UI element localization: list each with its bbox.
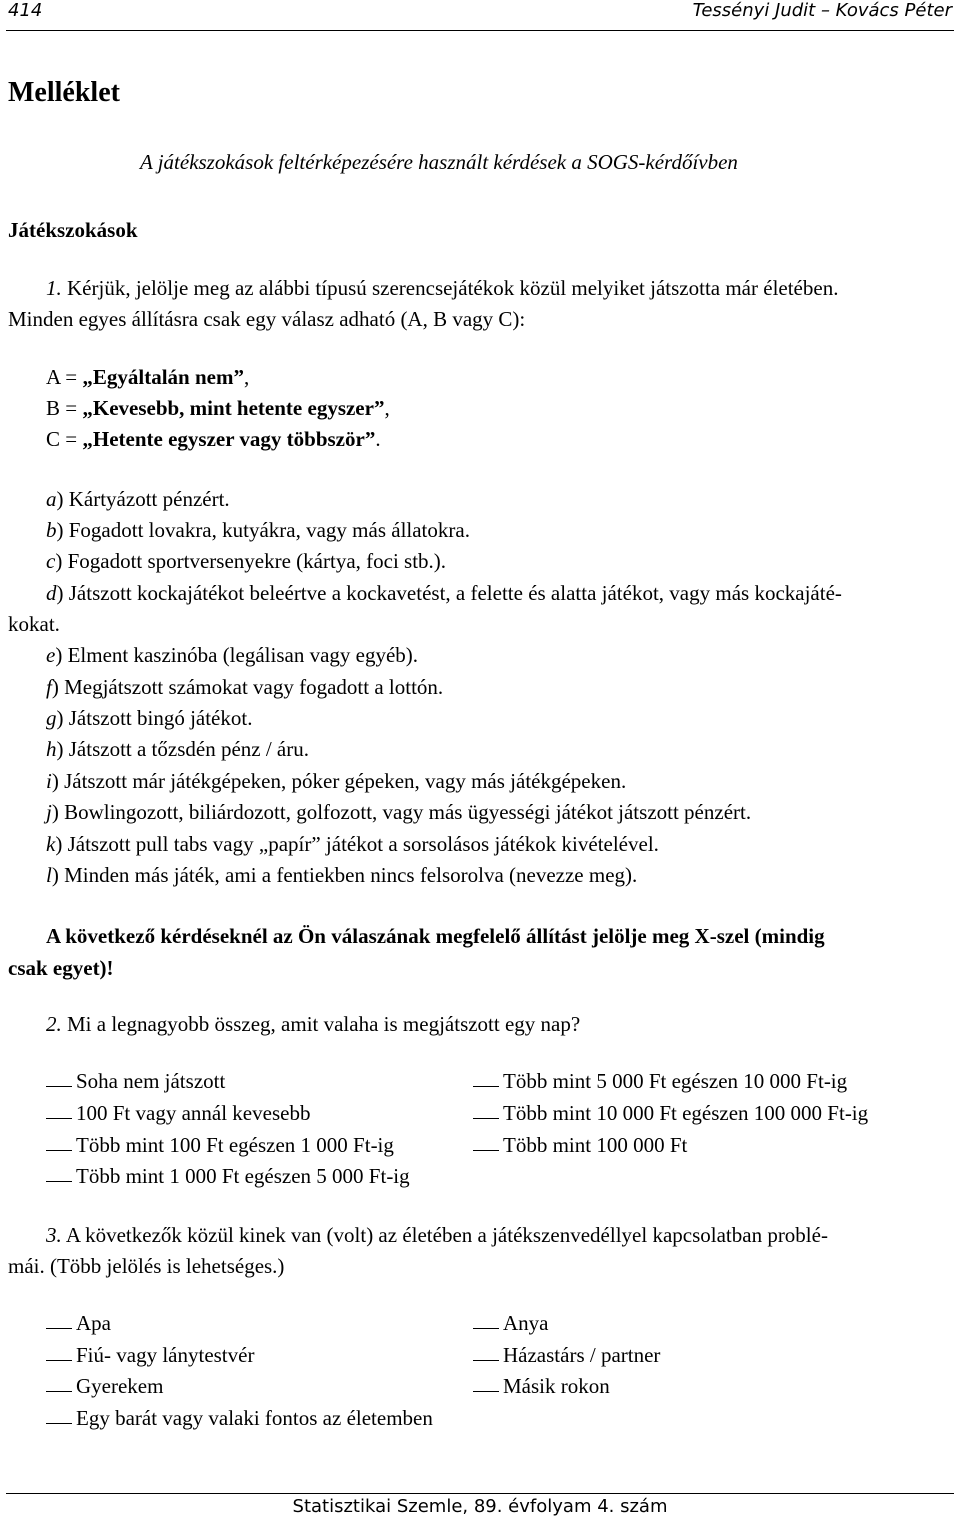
page-number: 414 [8,0,43,21]
answer-blank[interactable] [46,1136,72,1151]
list-item: c) Fogadott sportversenyekre (kártya, foci stb.). [46,549,447,573]
checkbox-option[interactable]: Több mint 5 000 Ft egészen 10 000 Ft-ig [473,1069,847,1094]
question-3: 3. A következők közül kinek van (volt) az életében a játékszenvedéllyel kapcsolatban problé- mái. (Több jelölés is lehetséges.) [8,1223,828,1278]
checkbox-option[interactable]: Több mint 10 000 Ft egészen 100 000 Ft-ig [473,1101,868,1126]
header-rule [6,30,954,31]
checkbox-option[interactable]: Több mint 100 000 Ft [473,1133,687,1158]
page-title: Melléklet [8,77,120,108]
checkbox-option[interactable]: Soha nem játszott [46,1069,225,1094]
question-1-text-line1: Kérjük, jelölje meg az alábbi típusú szerencsejátékok közül melyiket játszotta már életében. [67,276,839,300]
answer-blank[interactable] [473,1346,499,1361]
question-1 [8,273,954,335]
list-item: i) Játszott már játékgépeken, póker gépeken, vagy más játékgépeken. [46,769,627,793]
answer-blank[interactable] [473,1314,499,1329]
answer-blank[interactable] [46,1072,72,1087]
answer-blank[interactable] [473,1104,499,1119]
answer-blank[interactable] [473,1072,499,1087]
answer-blank[interactable] [46,1409,72,1424]
checkbox-option[interactable]: Anya [473,1311,549,1336]
list-item: k) Játszott pull tabs vagy „papír” játékot a sorsolásos játékok kivételével. [46,832,659,856]
list-item: a) Kártyázott pénzért. [46,487,230,511]
checkbox-option[interactable]: Több mint 100 Ft egészen 1 000 Ft-ig [46,1133,394,1158]
list-item: e) Elment kaszinóba (legálisan vagy egyéb). [46,643,419,667]
scale-c: C = „Hetente egyszer vagy többször”. [46,427,381,451]
answer-blank[interactable] [46,1314,72,1329]
section-heading: Játékszokások [8,218,138,242]
question-1-number: 1. [46,276,62,300]
answer-blank[interactable] [46,1346,72,1361]
checkbox-option[interactable]: Több mint 1 000 Ft egészen 5 000 Ft-ig [46,1164,410,1189]
answer-blank[interactable] [46,1167,72,1182]
checkbox-option[interactable]: 100 Ft vagy annál kevesebb [46,1101,310,1126]
checkbox-option[interactable]: Apa [46,1311,111,1336]
list-item: j) Bowlingozott, biliárdozott, golfozott, vagy más ügyességi játékot játszott pénzért. [46,800,752,824]
list-item: f) Megjátszott számokat vagy fogadott a lottón. [46,675,444,699]
answer-blank[interactable] [473,1377,499,1392]
answer-blank[interactable] [46,1104,72,1119]
list-item: h) Játszott a tőzsdén pénz / áru. [46,737,309,761]
checkbox-option[interactable]: Házastárs / partner [473,1343,660,1368]
list-item: g) Játszott bingó játékot. [46,706,253,730]
list-item: d) Játszott kockajátékot beleértve a kockavetést, a felette és alatta játékot, vagy más kockajáté- [46,581,842,605]
question-1-text-line2: Minden egyes állításra csak egy válasz adható (A, B vagy C): [8,307,526,331]
checkbox-option[interactable]: Fiú- vagy lánytestvér [46,1343,254,1368]
checkbox-option[interactable]: Gyerekem [46,1374,163,1399]
subtitle: A játékszokások feltérképezésére használt kérdések a SOGS-kérdőívben [140,150,738,174]
answer-blank[interactable] [46,1377,72,1392]
footer-rule [6,1493,954,1494]
list-item-continuation: kokat. [8,612,60,636]
checkbox-option[interactable]: Egy barát vagy valaki fontos az életemben [46,1406,433,1431]
question-2: 2. Mi a legnagyobb összeg, amit valaha is megjátszott egy nap? [46,1012,581,1036]
checkbox-option[interactable]: Másik rokon [473,1374,610,1399]
instruction: A következő kérdéseknél az Ön válaszának megfelelő állítást jelölje meg X-szel (mindig csak egyet)! [8,924,825,980]
list-item: b) Fogadott lovakra, kutyákra, vagy más állatokra. [46,518,470,542]
scale-a: A = „Egyáltalán nem”, [46,365,250,389]
running-header-authors: Tessényi Judit – Kovács Péter [692,0,952,21]
list-item: l) Minden más játék, ami a fentiekben nincs felsorolva (nevezze meg). [46,863,638,887]
scale-b: B = „Kevesebb, mint hetente egyszer”, [46,396,390,420]
journal-footer: Statisztikai Szemle, 89. évfolyam 4. szám [292,1496,668,1517]
answer-blank[interactable] [473,1136,499,1151]
